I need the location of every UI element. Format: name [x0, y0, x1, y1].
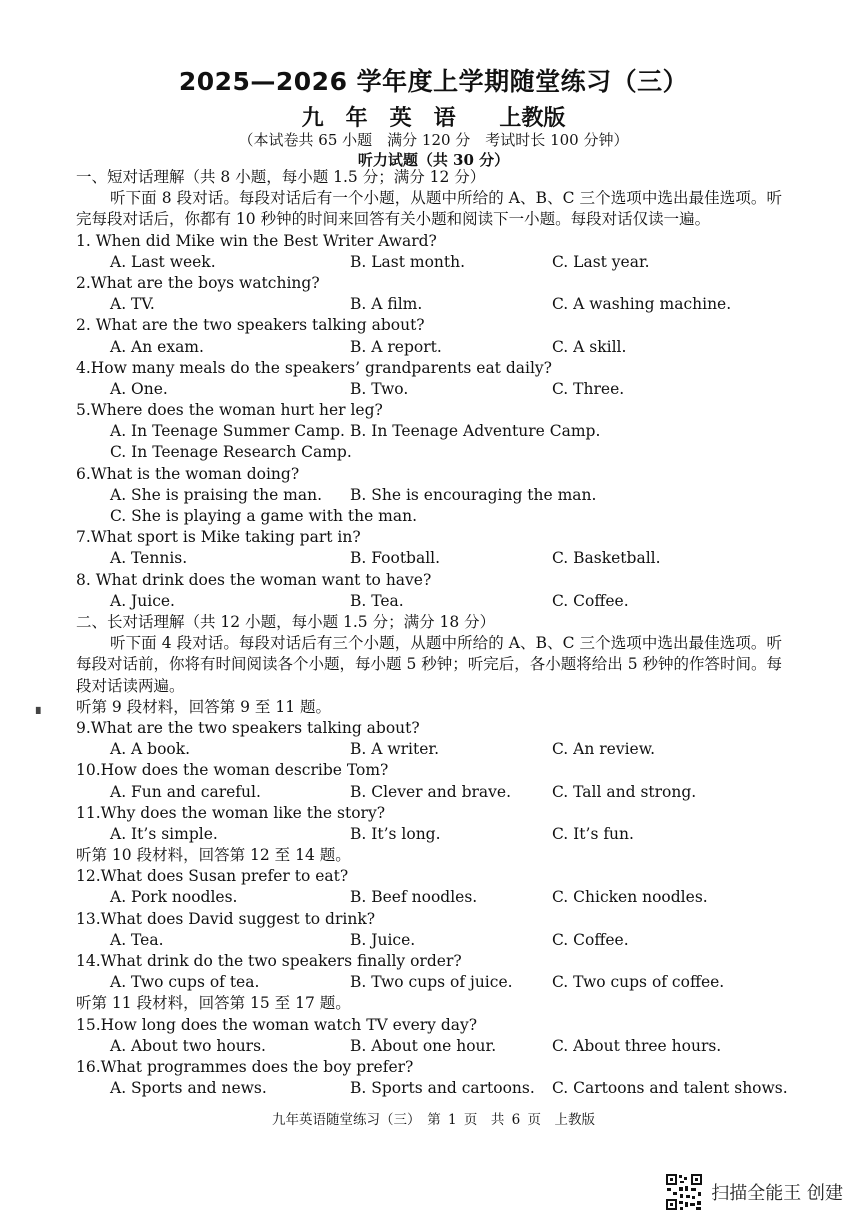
option-8a: A. Juice.	[110, 591, 175, 610]
option-8b: B. Tea.	[350, 591, 404, 610]
options-9	[76, 739, 782, 760]
options-3	[76, 337, 782, 358]
options-5	[76, 421, 782, 442]
part2-instructions: 听下面 4 段对话。每段对话后有三个小题，从题中所给的 A、B、C 三个选项中选出最佳选项。听每段对话前，你将有时间阅读各个小题，每小题 5 秒钟；听完后，各小题将给出 5 秒钟的作答时间。每段对话读两遍。	[76, 634, 782, 695]
option-1a: A. Last week.	[110, 252, 216, 271]
question-14: 14.What drink do the two speakers finally order?	[76, 952, 462, 971]
options-4	[76, 379, 782, 400]
question-11: 11.Why does the woman like the story?	[76, 803, 386, 822]
question-5: 5.Where does the woman hurt her leg?	[76, 401, 383, 420]
question-2: 2.What are the boys watching?	[76, 273, 320, 292]
option-16c: C. Cartoons and talent shows.	[552, 1079, 788, 1098]
material-10-note: 听第 10 段材料，回答第 12 至 14 题。	[76, 846, 351, 865]
option-12b: B. Beef noodles.	[350, 888, 478, 907]
option-1c: C. Last year.	[552, 252, 650, 271]
option-16a: A. Sports and news.	[110, 1079, 267, 1098]
options-10	[76, 782, 782, 803]
options-14	[76, 972, 782, 993]
option-7c: C. Basketball.	[552, 549, 661, 568]
option-2a: A. TV.	[110, 295, 155, 314]
option-9a: A. A book.	[110, 740, 191, 759]
option-12c: C. Chicken noodles.	[552, 888, 708, 907]
question-12: 12.What does Susan prefer to eat?	[76, 867, 349, 886]
options-1	[76, 252, 782, 273]
qr-code-icon	[665, 1173, 703, 1211]
option-13a: A. Tea.	[110, 930, 164, 949]
listening-section-title: 听力试题（共 30 分）	[357, 151, 510, 169]
exam-subtitle: 九 年 英 语 上教版	[301, 106, 566, 131]
question-15: 15.How long does the woman watch TV every day?	[76, 1015, 478, 1034]
option-13b: B. Juice.	[350, 930, 416, 949]
margin-mark: ▖	[36, 700, 46, 714]
option-11c: C. It’s fun.	[552, 824, 634, 843]
option-3a: A. An exam.	[110, 337, 204, 356]
question-16: 16.What programmes does the boy prefer?	[76, 1057, 414, 1076]
option-5c: C. In Teenage Research Camp.	[110, 443, 352, 462]
option-14a: A. Two cups of tea.	[110, 973, 260, 992]
option-5b: B. In Teenage Adventure Camp.	[350, 422, 601, 441]
options-12	[76, 887, 782, 908]
part1-heading: 一、短对话理解（共 8 小题，每小题 1.5 分；满分 12 分）	[76, 168, 486, 186]
question-7: 7.What sport is Mike taking part in?	[76, 528, 361, 547]
option-7b: B. Football.	[350, 549, 441, 568]
exam-title: 2025—2026 学年度上学期随堂练习（三）	[178, 67, 689, 96]
option-5a: A. In Teenage Summer Camp.	[110, 422, 345, 441]
options-16	[76, 1078, 788, 1099]
option-10b: B. Clever and brave.	[350, 782, 512, 801]
options-15	[76, 1036, 782, 1057]
option-11b: B. It’s long.	[350, 824, 441, 843]
question-3: 2. What are the two speakers talking about?	[76, 316, 425, 335]
question-4: 4.How many meals do the speakers’ grandparents eat daily?	[76, 358, 552, 377]
option-9b: B. A writer.	[350, 740, 440, 759]
material-11-note: 听第 11 段材料，回答第 15 至 17 题。	[76, 994, 351, 1013]
scanner-watermark	[665, 1173, 843, 1211]
page-footer: 九年英语随堂练习（三） 第 1 页 共 6 页 上教版	[271, 1112, 596, 1128]
question-1: 1. When did Mike win the Best Writer Award?	[76, 231, 437, 250]
option-6a: A. She is praising the man.	[110, 485, 323, 504]
option-12a: A. Pork noodles.	[110, 888, 238, 907]
option-14c: C. Two cups of coffee.	[552, 973, 725, 992]
options-7	[76, 548, 782, 569]
scanner-label: 扫描全能王 创建	[711, 1183, 843, 1204]
question-13: 13.What does David suggest to drink?	[76, 909, 376, 928]
part2-heading: 二、长对话理解（共 12 小题，每小题 1.5 分；满分 18 分）	[76, 612, 496, 631]
part1-instructions: 听下面 8 段对话。每段对话后有一个小题，从题中所给的 A、B、C 三个选项中选出最佳选项。听完每段对话后，你都有 10 秒钟的时间来回答有关小题和阅读下一小题。每段对话仅读一遍。	[76, 189, 782, 229]
exam-info: （本试卷共 65 小题 满分 120 分 考试时长 100 分钟）	[238, 131, 629, 149]
option-6c: C. She is playing a game with the man.	[110, 507, 418, 526]
option-16b: B. Sports and cartoons.	[350, 1079, 535, 1098]
option-11a: A. It’s simple.	[110, 824, 218, 843]
option-10a: A. Fun and careful.	[110, 782, 261, 801]
option-4b: B. Two.	[350, 379, 409, 398]
exam-content	[76, 167, 788, 1099]
question-8: 8. What drink does the woman want to have?	[76, 570, 432, 589]
material-9-note: 听第 9 段材料，回答第 9 至 11 题。	[76, 697, 332, 716]
question-9: 9.What are the two speakers talking about?	[76, 718, 420, 737]
options-6	[76, 485, 782, 506]
option-15a: A. About two hours.	[110, 1036, 266, 1055]
option-2b: B. A film.	[350, 295, 423, 314]
option-9c: C. An review.	[552, 740, 656, 759]
option-3c: C. A skill.	[552, 337, 627, 356]
options-2	[76, 294, 782, 315]
question-10: 10.How does the woman describe Tom?	[76, 761, 389, 780]
option-3b: B. A report.	[350, 337, 442, 356]
options-13	[76, 930, 782, 951]
options-11	[76, 824, 782, 845]
option-6b: B. She is encouraging the man.	[350, 485, 597, 504]
option-15c: C. About three hours.	[552, 1036, 722, 1055]
option-1b: B. Last month.	[350, 252, 466, 271]
option-4a: A. One.	[110, 379, 168, 398]
options-8	[76, 591, 782, 612]
option-14b: B. Two cups of juice.	[350, 973, 513, 992]
question-6: 6.What is the woman doing?	[76, 464, 300, 483]
option-8c: C. Coffee.	[552, 591, 629, 610]
option-13c: C. Coffee.	[552, 930, 629, 949]
option-2c: C. A washing machine.	[552, 295, 732, 314]
option-10c: C. Tall and strong.	[552, 782, 697, 801]
option-15b: B. About one hour.	[350, 1036, 497, 1055]
option-4c: C. Three.	[552, 379, 625, 398]
option-7a: A. Tennis.	[110, 549, 188, 568]
